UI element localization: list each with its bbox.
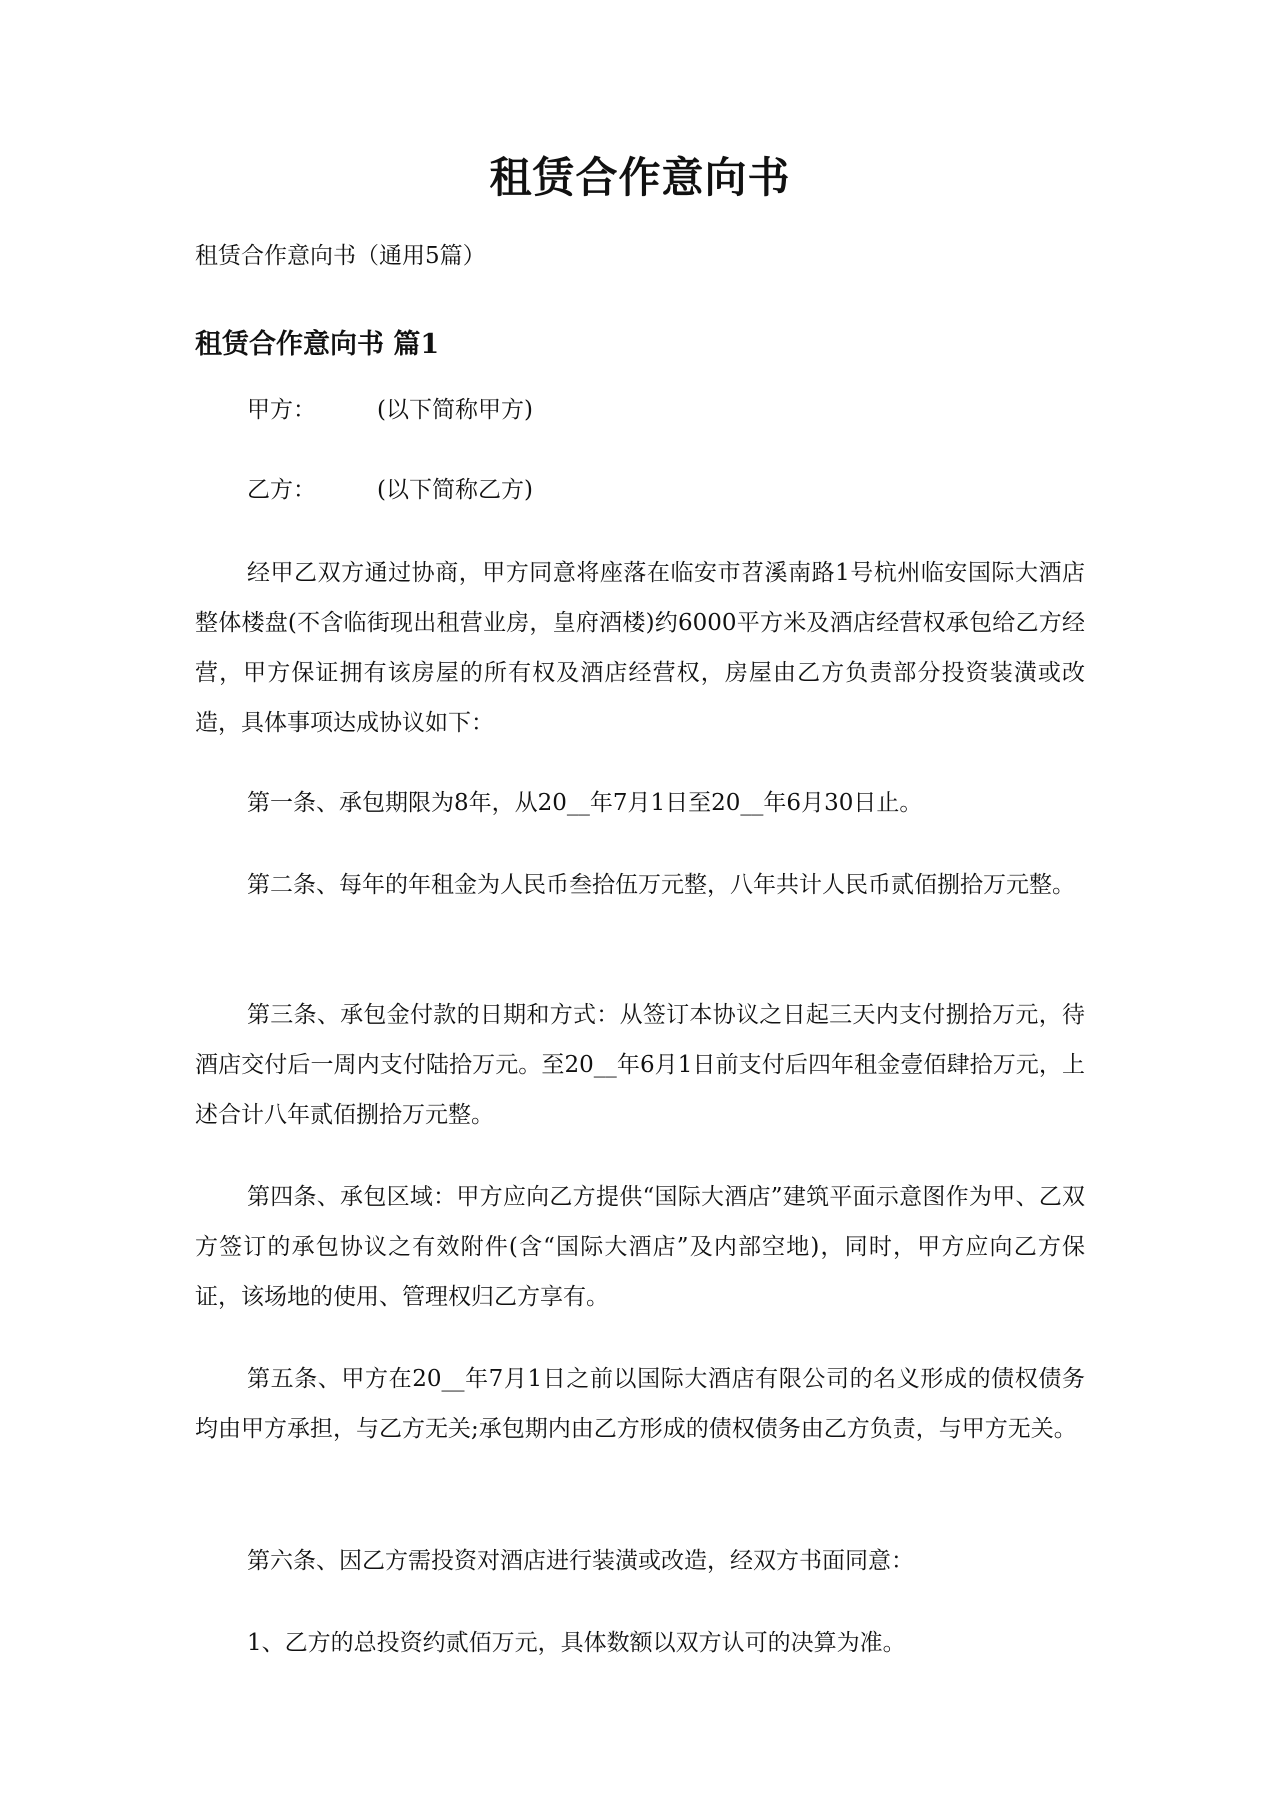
- party-b-label: 乙方：: [247, 477, 316, 503]
- party-a-line: [247, 394, 533, 426]
- party-b-note: (以下简称乙方): [377, 477, 533, 503]
- paragraph-article-3: 第三条、承包金付款的日期和方式：从签订本协议之日起三天内支付捌拾万元，待酒店交付后一周内支付陆拾万元。至20__年6月1日前支付后四年租金壹佰肆拾万元，上述合计八年贰佰捌拾万元整。: [195, 1002, 1085, 1128]
- section-heading: 租赁合作意向书 篇1: [195, 329, 440, 360]
- paragraph-article-6: 第六条、因乙方需投资对酒店进行装潢或改造，经双方书面同意：: [247, 1548, 914, 1574]
- party-a-note: (以下简称甲方): [377, 397, 533, 423]
- paragraph-item-1: 1、乙方的总投资约贰佰万元，具体数额以双方认可的决算为准。: [247, 1630, 906, 1656]
- party-b-line: [247, 474, 533, 506]
- party-a-label: 甲方：: [247, 397, 316, 423]
- document-title: 租赁合作意向书: [489, 153, 791, 202]
- paragraph-article-5: 第五条、甲方在20__年7月1日之前以国际大酒店有限公司的名义形成的债权债务均由甲方承担，与乙方无关;承包期内由乙方形成的债权债务由乙方负责，与甲方无关。: [195, 1366, 1085, 1442]
- paragraph-intro: 经甲乙双方通过协商，甲方同意将座落在临安市苕溪南路1号杭州临安国际大酒店整体楼盘(不含临街现出租营业房，皇府酒楼)约6000平方米及酒店经营权承包给乙方经营，甲方保证拥有该房屋的所有权及酒店经营权，房屋由乙方负责部分投资装潢或改造，具体事项达成协议如下：: [195, 560, 1085, 736]
- document-subtitle: 租赁合作意向书（通用5篇）: [195, 243, 486, 269]
- paragraph-article-1: 第一条、承包期限为8年，从20__年7月1日至20__年6月30日止。: [247, 790, 923, 816]
- paragraph-article-4: 第四条、承包区域：甲方应向乙方提供“国际大酒店”建筑平面示意图作为甲、乙双方签订的承包协议之有效附件(含“国际大酒店”及内部空地)，同时，甲方应向乙方保证，该场地的使用、管理权归乙方享有。: [195, 1184, 1085, 1310]
- paragraph-article-2: 第二条、每年的年租金为人民币叁拾伍万元整，八年共计人民币贰佰捌拾万元整。: [247, 872, 1075, 898]
